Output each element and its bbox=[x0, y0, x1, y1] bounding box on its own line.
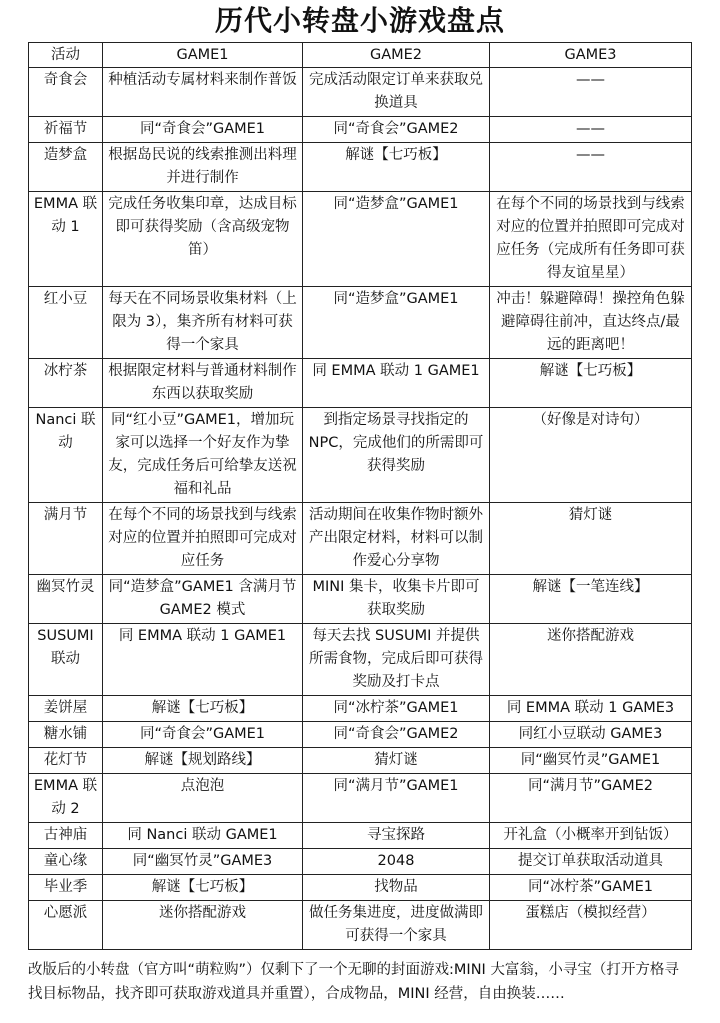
header-game2: GAME2 bbox=[303, 43, 490, 68]
table-row bbox=[29, 901, 692, 950]
game2-cell: 同“满月节”GAME1 bbox=[303, 774, 490, 823]
game3-cell: 同“冰柠茶”GAME1 bbox=[490, 875, 692, 901]
game3-cell: 解谜【一笔连线】 bbox=[490, 575, 692, 624]
table-row bbox=[29, 192, 692, 287]
table-row bbox=[29, 722, 692, 748]
activity-cell: 姜饼屋 bbox=[29, 696, 103, 722]
activity-cell: 奇食会 bbox=[29, 68, 103, 117]
game1-cell: 同“红小豆”GAME1，增加玩家可以选择一个好友作为挚友，完成任务后可给挚友送祝福和礼品 bbox=[103, 408, 303, 503]
game2-cell: 找物品 bbox=[303, 875, 490, 901]
game2-cell: 同“造梦盒”GAME1 bbox=[303, 287, 490, 359]
game3-cell: 在每个不同的场景找到与线索对应的位置并拍照即可完成对应任务（完成所有任务即可获得友谊星星） bbox=[490, 192, 692, 287]
table-row bbox=[29, 287, 692, 359]
activity-cell: 满月节 bbox=[29, 503, 103, 575]
activity-cell: EMMA 联动 2 bbox=[29, 774, 103, 823]
table-header-row bbox=[29, 43, 692, 68]
game3-cell: —— bbox=[490, 68, 692, 117]
footer-note: 改版后的小转盘（官方叫“萌粒购”）仅剩下了一个无聊的封面游戏:MINI 大富翁，小寻宝（打开方格寻找目标物品，找齐即可获取游戏道具并重置），合成物品，MINI 经营，自由换装…… bbox=[28, 962, 679, 1002]
activity-cell: 花灯节 bbox=[29, 748, 103, 774]
table-row bbox=[29, 774, 692, 823]
table-row bbox=[29, 624, 692, 696]
table-row bbox=[29, 696, 692, 722]
game3-cell: 蛋糕店（模拟经营） bbox=[490, 901, 692, 950]
header-game3: GAME3 bbox=[490, 43, 692, 68]
game1-cell: 根据限定材料与普通材料制作东西以获取奖励 bbox=[103, 359, 303, 408]
game1-cell: 同 EMMA 联动 1 GAME1 bbox=[103, 624, 303, 696]
game1-cell: 迷你搭配游戏 bbox=[103, 901, 303, 950]
game3-cell: 开礼盒（小概率开到钻饭） bbox=[490, 823, 692, 849]
table-row bbox=[29, 117, 692, 143]
table-row bbox=[29, 875, 692, 901]
game1-cell: 点泡泡 bbox=[103, 774, 303, 823]
table-row bbox=[29, 68, 692, 117]
game2-cell: 同“奇食会”GAME2 bbox=[303, 722, 490, 748]
game3-cell: —— bbox=[490, 117, 692, 143]
header-activity: 活动 bbox=[29, 43, 103, 68]
game1-cell: 同“奇食会”GAME1 bbox=[103, 722, 303, 748]
game2-cell: 活动期间在收集作物时额外产出限定材料，材料可以制作爱心分享物 bbox=[303, 503, 490, 575]
header-game1: GAME1 bbox=[103, 43, 303, 68]
table-row bbox=[29, 849, 692, 875]
game3-cell: 同红小豆联动 GAME3 bbox=[490, 722, 692, 748]
minigame-table bbox=[28, 42, 692, 950]
table-row bbox=[29, 143, 692, 192]
activity-cell: 童心缘 bbox=[29, 849, 103, 875]
table-row bbox=[29, 503, 692, 575]
game1-cell: 同“幽冥竹灵”GAME3 bbox=[103, 849, 303, 875]
game2-cell: 完成活动限定订单来获取兑换道具 bbox=[303, 68, 490, 117]
game2-cell: 猜灯谜 bbox=[303, 748, 490, 774]
game3-cell: —— bbox=[490, 143, 692, 192]
game1-cell: 种植活动专属材料来制作普饭 bbox=[103, 68, 303, 117]
game2-cell: 同“造梦盒”GAME1 bbox=[303, 192, 490, 287]
game1-cell: 每天在不同场景收集材料（上限为 3），集齐所有材料可获得一个家具 bbox=[103, 287, 303, 359]
game3-cell: 猜灯谜 bbox=[490, 503, 692, 575]
game2-cell: 同 EMMA 联动 1 GAME1 bbox=[303, 359, 490, 408]
table-row bbox=[29, 408, 692, 503]
game3-cell: （好像是对诗句） bbox=[490, 408, 692, 503]
game1-cell: 同“造梦盒”GAME1 含满月节 GAME2 模式 bbox=[103, 575, 303, 624]
table-row bbox=[29, 748, 692, 774]
game3-cell: 冲击！躲避障碍！操控角色躲避障碍往前冲，直达终点/最远的距离吧！ bbox=[490, 287, 692, 359]
table-row bbox=[29, 359, 692, 408]
activity-cell: EMMA 联动 1 bbox=[29, 192, 103, 287]
game2-cell: 同“冰柠茶”GAME1 bbox=[303, 696, 490, 722]
activity-cell: 祈福节 bbox=[29, 117, 103, 143]
game2-cell: 2048 bbox=[303, 849, 490, 875]
game3-cell: 解谜【七巧板】 bbox=[490, 359, 692, 408]
game1-cell: 解谜【七巧板】 bbox=[103, 696, 303, 722]
game2-cell: 做任务集进度，进度做满即可获得一个家具 bbox=[303, 901, 490, 950]
game2-cell: 寻宝探路 bbox=[303, 823, 490, 849]
activity-cell: 糖水铺 bbox=[29, 722, 103, 748]
table-row bbox=[29, 823, 692, 849]
page-title: 历代小转盘小游戏盘点 bbox=[214, 4, 505, 37]
activity-cell: 心愿派 bbox=[29, 901, 103, 950]
game3-cell: 同“满月节”GAME2 bbox=[490, 774, 692, 823]
activity-cell: 古神庙 bbox=[29, 823, 103, 849]
activity-cell: 冰柠茶 bbox=[29, 359, 103, 408]
activity-cell: SUSUMI 联动 bbox=[29, 624, 103, 696]
game2-cell: 每天去找 SUSUMI 并提供所需食物，完成后即可获得奖励及打卡点 bbox=[303, 624, 490, 696]
game1-cell: 完成任务收集印章，达成目标即可获得奖励（含高级宠物笛） bbox=[103, 192, 303, 287]
game2-cell: 到指定场景寻找指定的NPC，完成他们的所需即可获得奖励 bbox=[303, 408, 490, 503]
game1-cell: 解谜【规划路线】 bbox=[103, 748, 303, 774]
table-row bbox=[29, 575, 692, 624]
game2-cell: 解谜【七巧板】 bbox=[303, 143, 490, 192]
game3-cell: 迷你搭配游戏 bbox=[490, 624, 692, 696]
activity-cell: 毕业季 bbox=[29, 875, 103, 901]
activity-cell: 幽冥竹灵 bbox=[29, 575, 103, 624]
game1-cell: 同“奇食会”GAME1 bbox=[103, 117, 303, 143]
activity-cell: 造梦盒 bbox=[29, 143, 103, 192]
game3-cell: 提交订单获取活动道具 bbox=[490, 849, 692, 875]
game3-cell: 同“幽冥竹灵”GAME1 bbox=[490, 748, 692, 774]
activity-cell: 红小豆 bbox=[29, 287, 103, 359]
game1-cell: 在每个不同的场景找到与线索对应的位置并拍照即可完成对应任务 bbox=[103, 503, 303, 575]
activity-cell: Nanci 联动 bbox=[29, 408, 103, 503]
game1-cell: 解谜【七巧板】 bbox=[103, 875, 303, 901]
game3-cell: 同 EMMA 联动 1 GAME3 bbox=[490, 696, 692, 722]
game2-cell: MINI 集卡，收集卡片即可获取奖励 bbox=[303, 575, 490, 624]
game1-cell: 根据岛民说的线索推测出料理并进行制作 bbox=[103, 143, 303, 192]
game1-cell: 同 Nanci 联动 GAME1 bbox=[103, 823, 303, 849]
game2-cell: 同“奇食会”GAME2 bbox=[303, 117, 490, 143]
